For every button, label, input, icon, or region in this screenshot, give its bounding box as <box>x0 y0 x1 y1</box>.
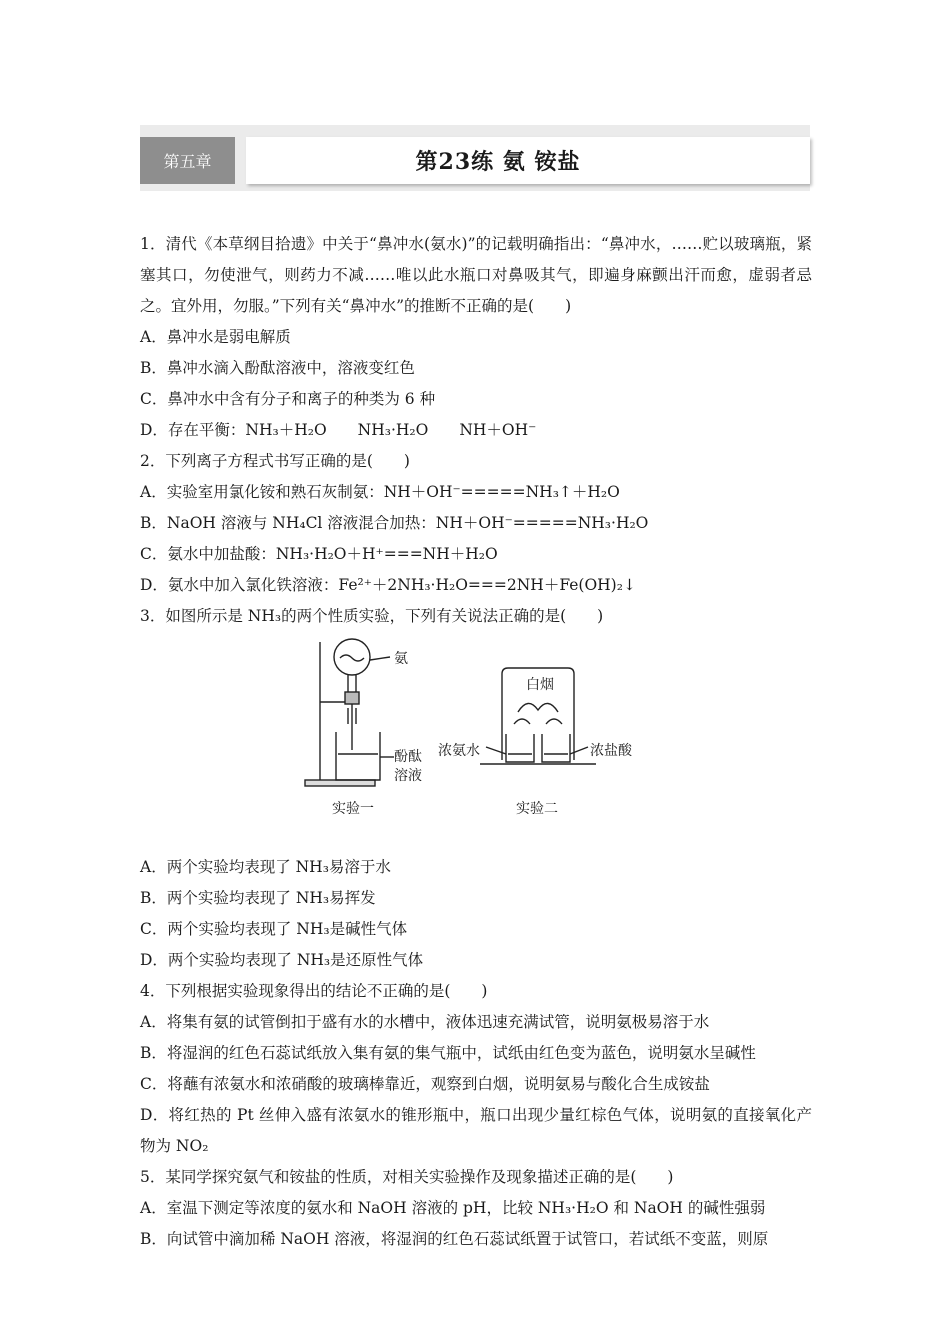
label-ammonia: 氨 <box>394 651 408 667</box>
question-3-option-c: C．两个实验均表现了 NH₃是碱性气体 <box>140 920 408 938</box>
question-2-stem: 2．下列离子方程式书写正确的是( ) <box>140 452 410 470</box>
caption-experiment-2: 实验二 <box>516 801 558 817</box>
question-3-option-d: D．两个实验均表现了 NH₃是还原性气体 <box>140 951 424 969</box>
question-1-option-a: A．鼻冲水是弱电解质 <box>140 328 291 346</box>
question-3-option-a: A．两个实验均表现了 NH₃易溶于水 <box>140 858 391 876</box>
chapter-label: 第五章 <box>163 152 212 171</box>
question-2-option-d: D．氨水中加入氯化铁溶液：Fe²⁺＋2NH₃·H₂O===2NH＋Fe(OH)₂↓ <box>140 576 636 594</box>
question-2-option-a: A．实验室用氯化铵和熟石灰制氨：NH＋OH⁻=====NH₃↑＋H₂O <box>140 483 620 501</box>
question-4-option-a: A．将集有氨的试管倒扣于盛有水的水槽中，液体迅速充满试管，说明氨极易溶于水 <box>140 1013 710 1031</box>
label-phenolphthalein-1: 酚酞 <box>394 749 422 765</box>
question-4-option-d: D．将红热的 Pt 丝伸入盛有浓氨水的锥形瓶中，瓶口出现少量红棕色气体，说明氨的直接氧化产物为 NO₂ <box>140 1106 812 1155</box>
label-phenolphthalein-2: 溶液 <box>394 768 422 784</box>
chapter-tab <box>140 137 235 184</box>
question-2-option-b: B．NaOH 溶液与 NH₄Cl 溶液混合加热：NH＋OH⁻=====NH₃·H₂O <box>140 514 649 532</box>
question-5-option-a: A．室温下测定等浓度的氨水和 NaOH 溶液的 pH，比较 NH₃·H₂O 和 NaOH 的碱性强弱 <box>140 1199 766 1217</box>
document-body <box>140 229 812 1255</box>
label-conc-hcl: 浓盐酸 <box>590 743 632 759</box>
question-1-option-b: B．鼻冲水滴入酚酞溶液中，溶液变红色 <box>140 359 415 377</box>
question-1-option-d: D．存在平衡：NH₃＋H₂O NH₃·H₂O NH＋OH⁻ <box>140 421 537 439</box>
label-white-smoke: 白烟 <box>526 677 554 693</box>
question-1-stem: 1．清代《本草纲目拾遗》中关于“鼻冲水(氨水)”的记载明确指出：“鼻冲水，……贮以玻璃瓶，紧塞其口，勿使泄气，则药力不减……唯以此水瓶口对鼻吸其气，即遍身麻颤出汗而愈，虚弱者忌之。宜外用，勿服。”下列有关“鼻冲水”的推断不正确的是( ) <box>140 235 812 315</box>
title-box <box>246 137 810 184</box>
question-1-option-c: C．鼻冲水中含有分子和离子的种类为 6 种 <box>140 390 436 408</box>
page-title: 第23练 氨 铵盐 <box>415 149 581 175</box>
question-5-option-b: B．向试管中滴加稀 NaOH 溶液，将湿润的红色石蕊试纸置于试管口，若试纸不变蓝，则原 <box>140 1230 769 1248</box>
question-4-option-b: B．将湿润的红色石蕊试纸放入集有氨的集气瓶中，试纸由红色变为蓝色，说明氨水呈碱性 <box>140 1044 756 1062</box>
caption-experiment-1: 实验一 <box>332 801 374 817</box>
question-4-option-c: C．将蘸有浓氨水和浓硝酸的玻璃棒靠近，观察到白烟，说明氨易与酸化合生成铵盐 <box>140 1075 710 1093</box>
question-4-stem: 4．下列根据实验现象得出的结论不正确的是( ) <box>140 982 488 1000</box>
label-conc-ammonia: 浓氨水 <box>438 743 480 759</box>
question-3-stem: 3．如图所示是 NH₃的两个性质实验，下列有关说法正确的是( ) <box>140 607 604 625</box>
question-5-stem: 5．某同学探究氨气和铵盐的性质，对相关实验操作及现象描述正确的是( ) <box>140 1168 674 1186</box>
experiment-figure <box>140 632 812 852</box>
question-3-option-b: B．两个实验均表现了 NH₃易挥发 <box>140 889 376 907</box>
question-2-option-c: C．氨水中加盐酸：NH₃·H₂O＋H⁺===NH＋H₂O <box>140 545 498 563</box>
